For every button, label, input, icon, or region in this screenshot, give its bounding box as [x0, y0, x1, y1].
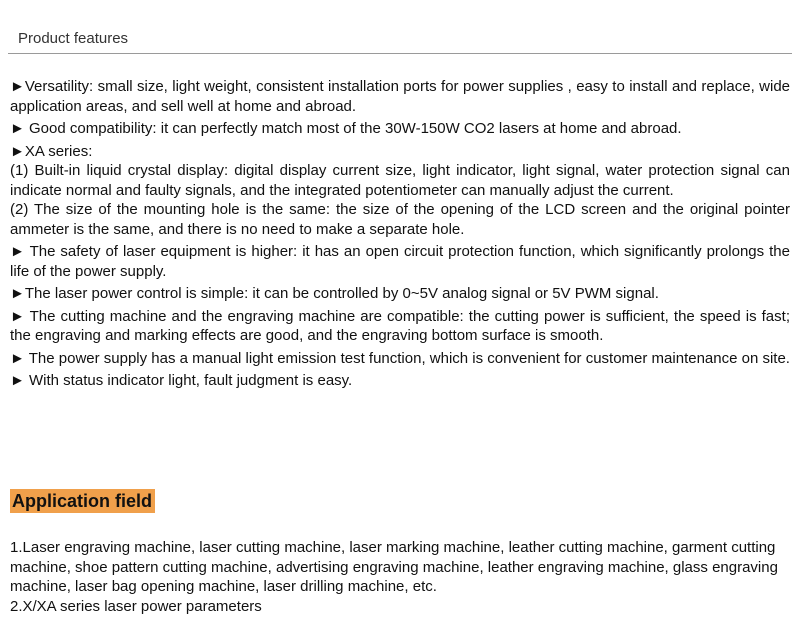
feature-safety: ► The safety of laser equipment is higher: it has an open circuit protection function, which significantly prolongs the life of the power supply.	[10, 243, 790, 280]
feature-versatility: ►Versatility: small size, light weight, consistent installation ports for power supplies , easy to install and replace, wide application areas, and sell well at home and abroad.	[10, 78, 790, 115]
application-field-heading: Application field	[10, 489, 155, 513]
tab-product-features[interactable]: Product features	[18, 30, 129, 47]
feature-cutting-engraving: ► The cutting machine and the engraving machine are compatible: the cutting power is sufficient, the speed is fast; the engraving and marking effects are good, and the engraving bottom surface is smooth.	[10, 307, 790, 344]
application-item-2: 2.X/XA series laser power parameters	[10, 597, 262, 615]
feature-compatibility: ► Good compatibility: it can perfectly match most of the 30W-150W CO2 lasers at home and abroad.	[10, 120, 682, 137]
tab-divider	[8, 53, 792, 54]
feature-power-control: ►The laser power control is simple: it can be controlled by 0~5V analog signal or 5V PWM signal.	[10, 285, 659, 302]
features-section	[10, 74, 790, 391]
feature-xa-series: ►XA series:	[10, 142, 93, 160]
application-item-1: 1.Laser engraving machine, laser cutting machine, laser marking machine, leather cutting machine, garment cutting machine, shoe pattern cutting machine, advertising engraving machine, leather engraving machine, glass engraving machine, laser bag opening machine, laser drilling machine, etc.	[10, 539, 778, 595]
application-section	[10, 538, 790, 616]
feature-xa-display: (1) Built-in liquid crystal display: digital display current size, light indicator, light signal, water protection signal can indicate normal and faulty signals, and the integrated potentiometer can manually adjust the current.	[10, 162, 790, 199]
product-features-tab-bar	[0, 0, 800, 54]
feature-status-indicator: ► With status indicator light, fault judgment is easy.	[10, 372, 353, 389]
feature-test-function: ► The power supply has a manual light emission test function, which is convenient for customer maintenance on site.	[10, 349, 790, 367]
feature-xa-mounting-hole: (2) The size of the mounting hole is the same: the size of the opening of the LCD screen and the original pointer ammeter is the same, and there is no need to make a separate hole.	[10, 201, 790, 238]
